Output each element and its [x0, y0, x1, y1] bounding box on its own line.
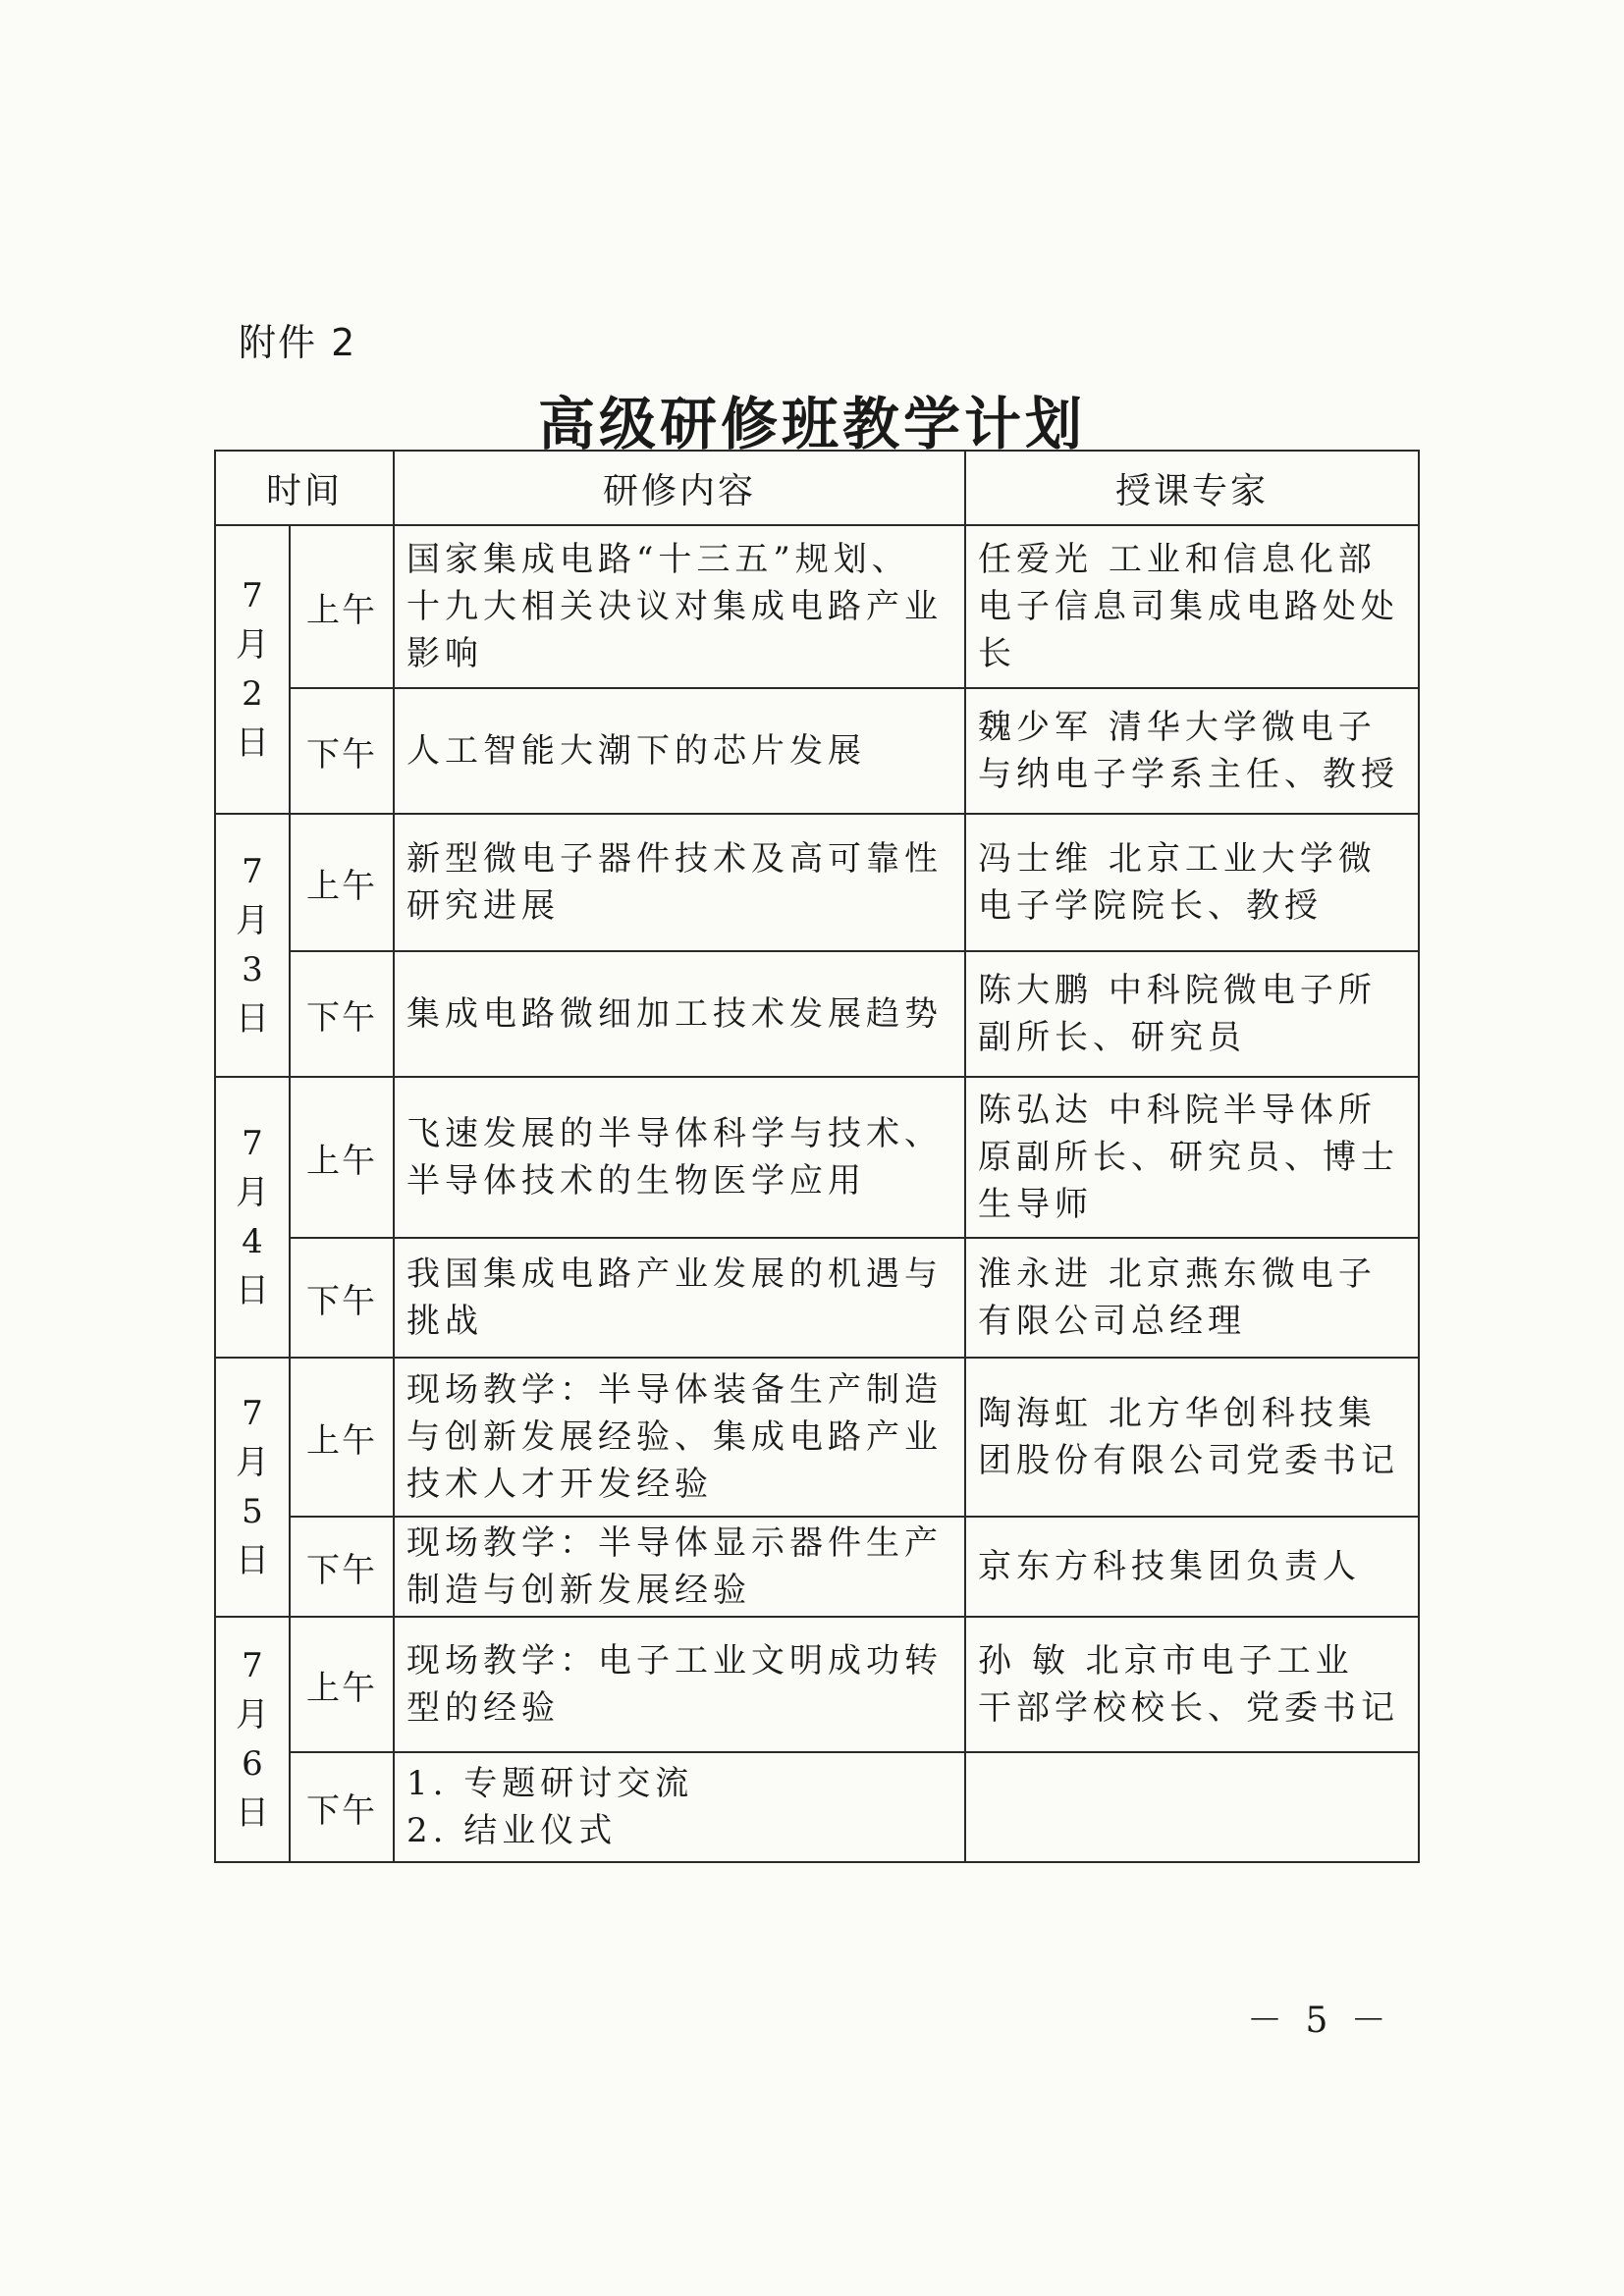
table-row — [215, 1238, 1419, 1358]
day-cell: 7 月 2 日 — [215, 525, 290, 814]
teaching-plan-table — [214, 450, 1420, 1863]
content-cell: 新型微电子器件技术及高可靠性 研究进展 — [394, 814, 965, 951]
period-cell: 上午 — [290, 525, 394, 688]
page-title: 高级研修班教学计划 — [537, 391, 1086, 457]
period-cell: 下午 — [290, 1238, 394, 1358]
header-time: 时间 — [215, 451, 394, 525]
content-cell: 飞速发展的半导体科学与技术、 半导体技术的生物医学应用 — [394, 1077, 965, 1238]
table-row — [215, 1077, 1419, 1238]
expert-cell: 陈弘达 中科院半导体所 原副所长、研究员、博士 生导师 — [965, 1077, 1419, 1238]
content-cell: 人工智能大潮下的芯片发展 — [394, 688, 965, 814]
content-cell: 集成电路微细加工技术发展趋势 — [394, 951, 965, 1077]
attachment-label: 附件 2 — [239, 321, 357, 364]
period-cell: 下午 — [290, 688, 394, 814]
content-cell: 国家集成电路“十三五”规划、 十九大相关决议对集成电路产业 影响 — [394, 525, 965, 688]
expert-cell: 陈大鹏 中科院微电子所 副所长、研究员 — [965, 951, 1419, 1077]
table-row — [215, 1517, 1419, 1617]
table-row — [215, 1358, 1419, 1517]
header-expert: 授课专家 — [965, 451, 1419, 525]
period-cell: 上午 — [290, 814, 394, 951]
content-cell: 现场教学：电子工业文明成功转 型的经验 — [394, 1617, 965, 1752]
day-cell: 7 月 3 日 — [215, 814, 290, 1077]
content-cell: 我国集成电路产业发展的机遇与 挑战 — [394, 1238, 965, 1358]
expert-cell: 京东方科技集团负责人 — [965, 1517, 1419, 1617]
day-cell: 7 月 4 日 — [215, 1077, 290, 1358]
page-number: － 5 － — [1247, 2001, 1392, 2041]
period-cell: 下午 — [290, 1517, 394, 1617]
day-cell: 7 月 5 日 — [215, 1358, 290, 1617]
expert-cell: 淮永进 北京燕东微电子 有限公司总经理 — [965, 1238, 1419, 1358]
expert-cell: 魏少军 清华大学微电子 与纳电子学系主任、教授 — [965, 688, 1419, 814]
expert-cell: 陶海虹 北方华创科技集 团股份有限公司党委书记 — [965, 1358, 1419, 1517]
table-row — [215, 1617, 1419, 1752]
table-row — [215, 814, 1419, 951]
period-cell: 上午 — [290, 1617, 394, 1752]
table-row — [215, 525, 1419, 688]
table-row — [215, 688, 1419, 814]
content-cell: 现场教学：半导体显示器件生产 制造与创新发展经验 — [394, 1517, 965, 1617]
table-row — [215, 951, 1419, 1077]
table-row — [215, 1752, 1419, 1862]
content-cell: 现场教学：半导体装备生产制造 与创新发展经验、集成电路产业 技术人才开发经验 — [394, 1358, 965, 1517]
day-cell: 7 月 6 日 — [215, 1617, 290, 1862]
period-cell: 上午 — [290, 1358, 394, 1517]
period-cell: 下午 — [290, 951, 394, 1077]
period-cell: 下午 — [290, 1752, 394, 1862]
expert-cell: 任爱光 工业和信息化部 电子信息司集成电路处处 长 — [965, 525, 1419, 688]
expert-cell: 孙 敏 北京市电子工业 干部学校校长、党委书记 — [965, 1617, 1419, 1752]
header-content: 研修内容 — [394, 451, 965, 525]
period-cell: 上午 — [290, 1077, 394, 1238]
expert-cell — [965, 1752, 1419, 1862]
table-header-row — [215, 451, 1419, 525]
content-cell: 1. 专题研讨交流 2. 结业仪式 — [394, 1752, 965, 1862]
expert-cell: 冯士维 北京工业大学微 电子学院院长、教授 — [965, 814, 1419, 951]
